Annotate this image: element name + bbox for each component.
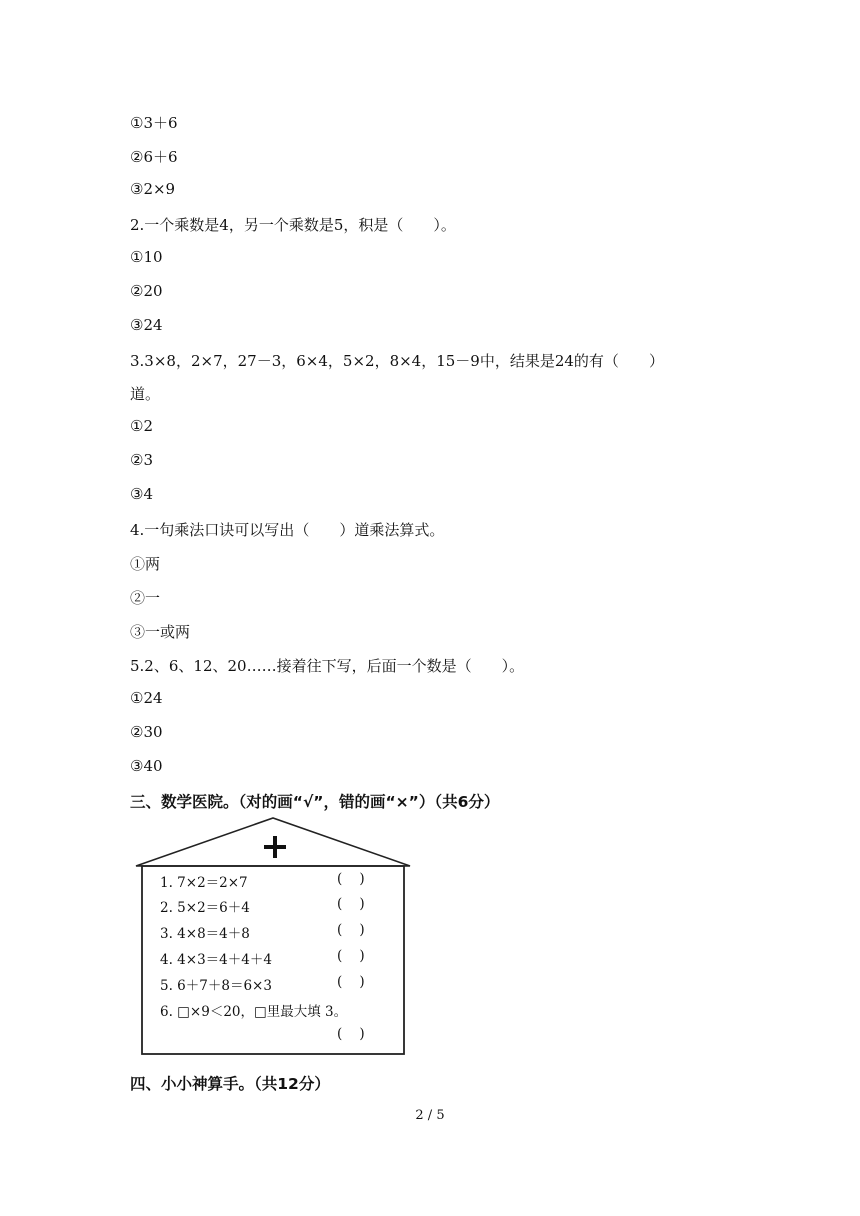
q4-option-2: ②一 [130,589,161,607]
q2-option-1: ①10 [130,248,163,266]
section3-heading: 三、数学医院。（对的画“√”，错的画“×”）（共6分） [130,793,500,811]
q1-option-1: ①3＋6 [130,114,178,132]
house-item-3: 3. 4×8＝4＋8 [160,926,250,942]
q4-option-1: ①两 [130,555,161,573]
q5-option-3: ③40 [130,757,163,775]
q3-option-1: ①2 [130,417,153,435]
q4-option-3: ③一或两 [130,623,191,641]
house-item-5: 5. 6＋7＋8＝6×3 [160,978,272,994]
q5-stem: 5.2、6、12、20……接着往下写，后面一个数是（ ）。 [130,657,525,675]
q3-option-2: ②3 [130,451,153,469]
q4-stem: 4.一句乘法口诀可以写出（ ）道乘法算式。 [130,521,445,539]
answer-blank-3[interactable]: ( ) [337,922,365,938]
plus-icon [264,836,286,858]
q1-option-2: ②6＋6 [130,148,178,166]
q3-option-3: ③4 [130,485,153,503]
q2-stem: 2.一个乘数是4，另一个乘数是5，积是（ ）。 [130,216,456,234]
q1-option-3: ③2×9 [130,180,176,198]
house-item-6: 6. □×9＜20，□里最大填 3。 [160,1004,348,1020]
q2-option-2: ②20 [130,282,163,300]
page-number: 2 / 5 [415,1108,445,1123]
q3-stem-line1: 3.3×8，2×7，27－3，6×4，5×2，8×4，15－9中，结果是24的有（ ） [130,352,664,370]
answer-blank-2[interactable]: ( ) [337,896,365,912]
answer-blank-4[interactable]: ( ) [337,948,365,964]
answer-blank-1[interactable]: ( ) [337,871,365,887]
section4-heading: 四、小小神算手。（共12分） [130,1075,330,1093]
house-item-2: 2. 5×2＝6＋4 [160,900,250,916]
q5-option-1: ①24 [130,689,163,707]
q5-option-2: ②30 [130,723,163,741]
q3-stem-line2: 道。 [130,385,161,403]
answer-blank-6[interactable]: ( ) [337,1026,365,1042]
answer-blank-5[interactable]: ( ) [337,974,365,990]
q2-option-3: ③24 [130,316,163,334]
house-item-4: 4. 4×3＝4＋4＋4 [160,952,272,968]
house-item-1: 1. 7×2＝2×7 [160,875,248,891]
